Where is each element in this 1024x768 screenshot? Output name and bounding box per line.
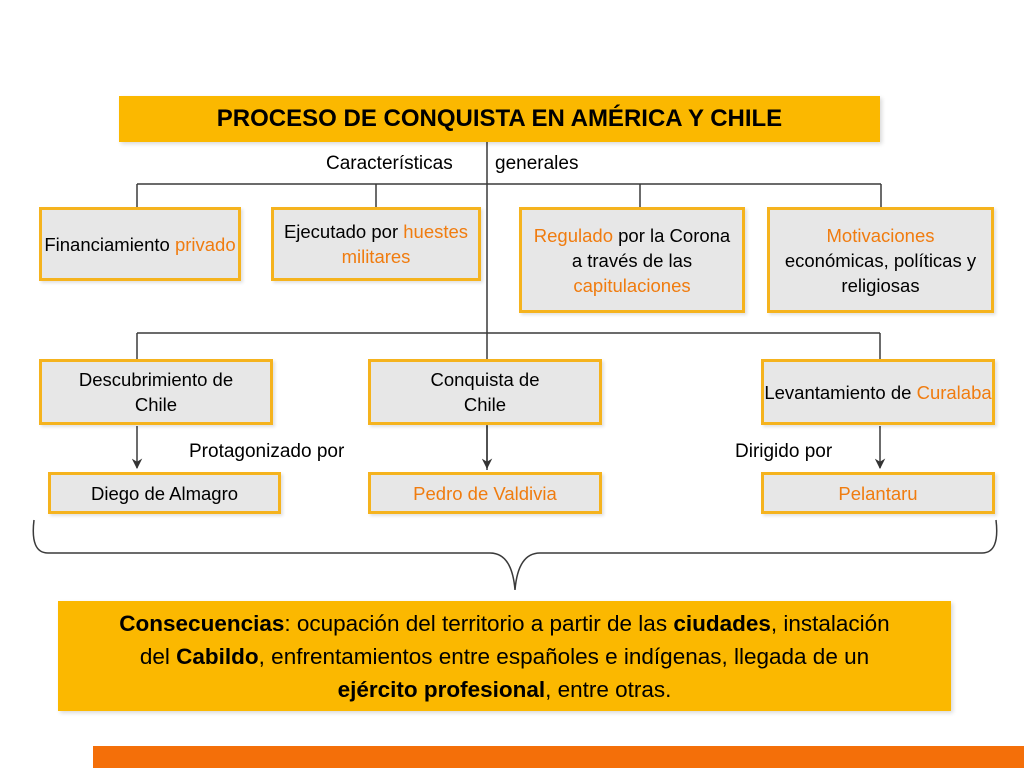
characteristic-financiamiento <box>39 207 241 281</box>
text-segment: Descubrimiento de Chile <box>78 369 234 415</box>
characteristic-motivaciones <box>767 207 994 313</box>
person-valdivia <box>368 472 602 514</box>
text-segment: : ocupación del territorio a partir de las <box>284 610 674 636</box>
text-segment: ejército profesional <box>337 676 546 702</box>
text-segment: ciudades <box>673 610 771 636</box>
consequences-box <box>58 601 951 711</box>
label-caracteristicas: Características <box>326 153 453 174</box>
text-segment: Motivaciones <box>826 224 935 246</box>
bottom-accent-bar <box>93 746 1024 768</box>
text-segment: Curalaba <box>916 381 992 403</box>
text-segment: Pelantaru <box>838 482 918 504</box>
text-segment: capitulaciones <box>573 274 691 296</box>
person-pelantaru <box>761 472 995 514</box>
text-segment: Ejecutado por <box>283 221 399 242</box>
label-dirigido: Dirigido por <box>735 441 833 462</box>
characteristic-regulado <box>519 207 745 313</box>
characteristic-ejecutado <box>271 207 481 281</box>
text-segment: económicas, políticas y religiosas <box>784 249 977 296</box>
event-descubrimiento <box>39 359 273 425</box>
curly-brace <box>33 520 996 590</box>
label-generales: generales <box>495 153 579 174</box>
text-segment: huestes militares <box>341 221 469 267</box>
text-segment: privado <box>174 233 236 255</box>
text-segment: por la Corona a través de las <box>571 224 731 271</box>
text-segment: Financiamiento <box>44 233 170 255</box>
person-almagro <box>48 472 281 514</box>
text-segment: , entre otras. <box>545 676 672 702</box>
text-segment: Conquista de Chile <box>430 369 540 415</box>
text-segment: Diego de Almagro <box>90 482 239 504</box>
event-conquista <box>368 359 602 425</box>
text-segment: Cabildo <box>176 643 259 669</box>
text-segment: Levantamiento de <box>764 381 912 403</box>
text-segment: Regulado <box>533 224 613 246</box>
diagram-title: PROCESO DE CONQUISTA EN AMÉRICA Y CHILE <box>119 96 880 142</box>
event-levantamiento <box>761 359 995 425</box>
text-segment: Consecuencias <box>119 610 285 636</box>
text-segment: Pedro de Valdivia <box>413 482 557 504</box>
text-segment: , enfrentamientos entre españoles e indígenas, llegada de un <box>258 643 870 669</box>
consequences-text <box>105 607 905 706</box>
text-segment: , instalación del <box>139 610 890 669</box>
label-protagonizado: Protagonizado por <box>189 441 345 462</box>
